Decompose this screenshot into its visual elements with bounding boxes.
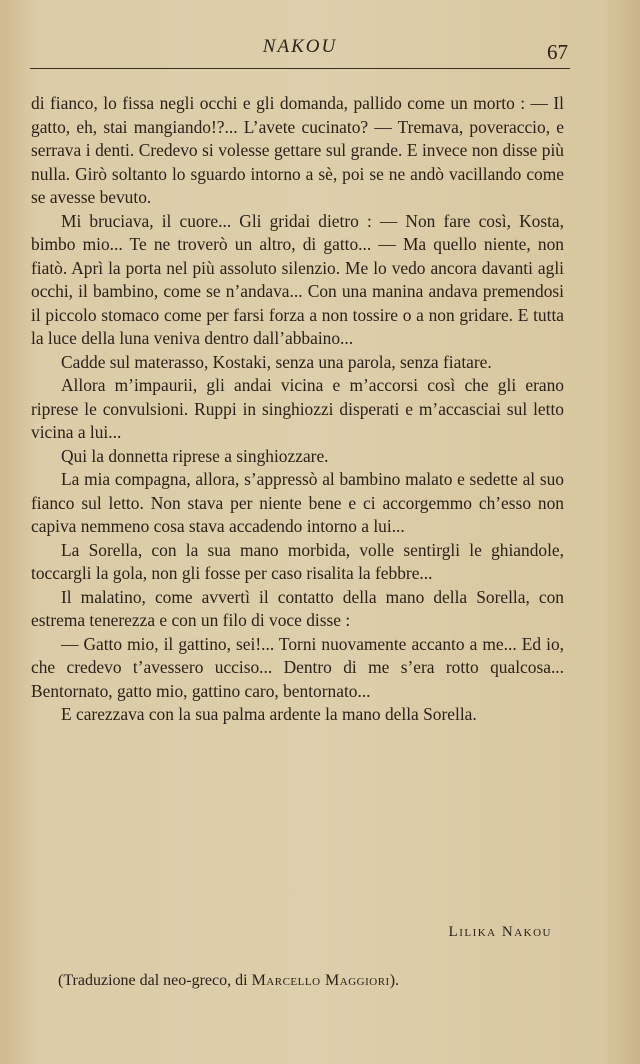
paragraph: La mia compagna, allora, s’appressò al bambino malato e sedette al suo fianco sul letto. Non stava per niente bene e ci accorgemmo ch’esso non capiva nemmeno cosa stava accadendo intorno a lui... <box>31 469 564 536</box>
author-signature: Lilika Nakou <box>448 924 552 940</box>
page-number: 67 <box>547 40 568 64</box>
paragraph: La Sorella, con la sua mano morbida, volle sentirgli le ghiandole, toccargli la gola, non gli fosse per caso risalita la febbre... <box>31 539 564 583</box>
translation-suffix: ). <box>389 972 400 989</box>
translator-name: Marcello Maggiori <box>251 972 390 989</box>
paragraph: di fianco, lo fissa negli occhi e gli domanda, pallido come un morto : — Il gatto, eh, stai mangiando!?... L’avete cucinato? — Tremava, poveraccio, e serrava i denti. Credevo si volesse gettare sul grande. E invece non disse più nulla. Girò soltanto lo sguardo intorno a sè, poi se ne andò vacillando come se avesse bevuto. <box>31 93 564 207</box>
paragraph: Cadde sul materasso, Kostaki, senza una parola, senza fiatare. <box>61 351 492 372</box>
translation-prefix: (Traduzione dal neo-greco, di <box>58 972 252 989</box>
translation-note <box>58 972 399 990</box>
running-title: NAKOU <box>262 36 338 57</box>
paragraph: Il malatino, come avvertì il contatto della mano della Sorella, con estrema tenerezza e con un filo di voce disse : <box>31 586 564 630</box>
body-text <box>31 92 564 727</box>
page-header <box>30 30 570 66</box>
paragraph: Mi bruciava, il cuore... Gli gridai dietro : — Non fare così, Kosta, bimbo mio... Te ne troverò un altro, di gatto... — Ma quello niente, non fiatò. Aprì la porta nel più assoluto silenzio. Me lo vedo ancora davanti agli occhi, il bambino, come se n’andava... Con una manina andava premendosi il piccolo stomaco come per farsi forza a non tossire o a non gridare. E tutta la luce della luna veniva dentro dall’abbaino... <box>31 210 564 348</box>
paragraph: Qui la donnetta riprese a singhiozzare. <box>61 445 329 466</box>
paragraph: — Gatto mio, il gattino, sei!... Torni nuovamente accanto a me... Ed io, che credevo t’avessero ucciso... Dentro di me s’era rotto qualcosa... Bentornato, gatto mio, gattino caro, bentornato... <box>31 633 564 701</box>
paragraph: E carezzava con la sua palma ardente la mano della Sorella. <box>61 704 477 724</box>
header-rule <box>30 68 570 69</box>
paragraph: Allora m’impaurii, gli andai vicina e m’accorsi così che gli erano riprese le convulsioni. Ruppi in singhiozzi disperati e m’accasciai sul letto vicina a lui... <box>31 375 564 442</box>
